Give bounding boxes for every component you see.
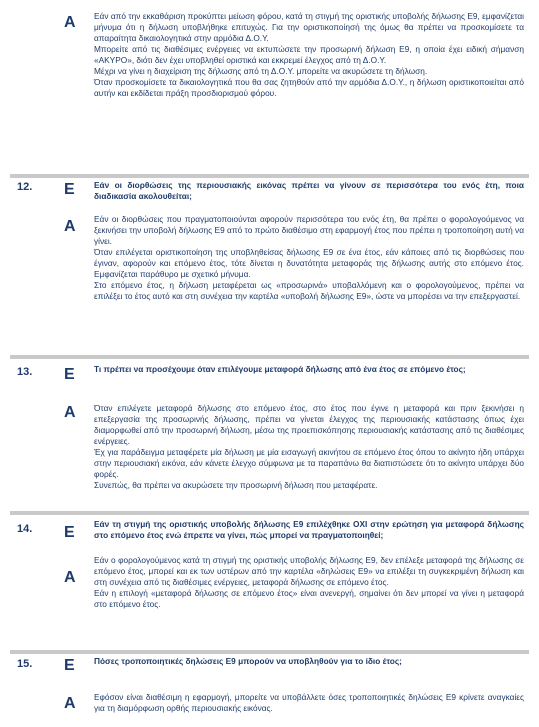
question-letter: Ε [64,181,75,198]
answer-letter: Α [64,695,76,712]
answer-paragraph: Έχ για παράδειγμα μεταφέρετε μία δήλωση με μία εισαγωγή ακινήτου σε επόμενο έτος όπου το ακίνητο ήδη υπάρχει στην περιουσιακή εικόνα, εάν κάνετε έλεγχο σύμφωνα με τα παραπάνω θα διαπιστώσετε ότι το ακίνητο υπάρχει δύο φορές. [94,447,524,479]
question-letter: Ε [64,657,75,674]
question-number: 13. [17,366,33,378]
answer-letter: Α [64,14,76,31]
section-divider [10,355,529,359]
question-text: Πόσες τροποποιητικές δηλώσεις Ε9 μπορούν να υποβληθούν για το ίδιο έτος; [94,656,402,666]
question-letter: Ε [64,366,75,383]
section-divider [10,511,529,515]
answer-text [94,403,524,491]
answer-letter: Α [64,569,76,586]
section-divider [10,650,529,654]
question-text: Εάν τη στιγμή της οριστικής υποβολής δήλωσης Ε9 επιλέχθηκε ΟΧΙ στην ερώτηση για μεταφορά δήλωσης στο επόμενο έτος ενώ έπρεπε να γίνει, πώς μπορεί να πραγματοποιηθεί; [94,519,524,540]
section-divider [10,174,529,178]
question-number: 15. [17,658,33,670]
answer-paragraph: Εάν ο φορολογούμενος κατά τη στιγμή της οριστικής υποβολής δήλωσης Ε9, δεν επέλεξε μεταφορά της δήλωσης σε επόμενο έτος, μπορεί και εκ των υστέρων από την καρτέλα «δηλώσεις Ε9» να επιλέξει τη συγκεκριμένη δήλωση και στη συνέχεια από τις διαθέσιμες ενέργειες, μεταφορά δήλωσης σε επόμενο έτος. [94,555,524,587]
answer-paragraph: Εφόσον είναι διαθέσιμη η εφαρμογή, μπορείτε να υποβάλλετε όσες τροποποιητικές δηλώσεις Ε9 κρίνετε αναγκαίες για τη διαμόρφωση ορθής περιουσιακής εικόνας. [94,692,524,713]
answer-paragraph: Μπορείτε από τις διαθέσιμες ενέργειες να εκτυπώσετε την προσωρινή δήλωση Ε9, η οποία έχει ειδική σήμανση «ΑΚΥΡΟ», διότι δεν έχει υποβληθεί οριστικά και εκκρεμεί έλεγχος από τη Δ.Ο.Υ. [94,44,524,65]
answer-paragraph: Εάν η επιλογή «μεταφορά δήλωσης σε επόμενο έτος» είναι ανενεργή, σημαίνει ότι δεν μπορεί να γίνει η μεταφορά στο επόμενο έτος. [94,588,524,609]
answer-paragraph: Συνεπώς, θα πρέπει να ακυρώσετε την προσωρινή δήλωση που μεταφέρατε. [94,480,378,490]
intro-answer-text [94,11,524,99]
question-text: Εάν οι διορθώσεις της περιουσιακής εικόνας πρέπει να γίνουν σε περισσότερα του ενός έτη, ποια διαδικασία ακολουθείται; [94,180,524,201]
answer-text [94,214,524,302]
answer-paragraph: Εάν από την εκκαθάριση προκύπτει μείωση φόρου, κατά τη στιγμή της οριστικής υποβολής δήλωσης Ε9, εμφανίζεται μήνυμα ότι η δήλωση υποβλήθηκε επιτυχώς. Για την οριστικοποίησή της όμως θα πρέπει να προσκομίσετε τα απαραίτητα δικαιολογητικά στην αρμόδια Δ.Ο.Υ. [94,11,524,43]
answer-paragraph: Όταν επιλέγετε μεταφορά δήλωσης στο επόμενο έτος, στο έτος που έγινε η μεταφορά και πριν ξεκινήσει η επεξεργασία της προσωρινής δήλωσης, πρέπει να γίνεται έλεγχος της περιουσιακής κατάστασης όπως έχει διαμορφωθεί από την προσωρινή δήλωση, μέσω της προεπισκόπησης περιουσιακής κατάστασης από τις διαθέσιμες ενέργειες. [94,403,524,446]
answer-text [94,692,524,714]
answer-letter: Α [64,404,76,421]
answer-paragraph: Μέχρι να γίνει η διαχείριση της δήλωσης από τη Δ.Ο.Υ. μπορείτε να ακυρώσετε τη δήλωση. [94,66,428,76]
answer-letter: Α [64,218,76,235]
answer-paragraph: Όταν επιλέγεται οριστικοποίηση της υποβληθείσας δήλωσης Ε9 σε ένα έτος, εάν κάποιες από τις διορθώσεις που έγιναν, αφορούν και επόμενο έτος, τότε δίνεται η δυνατότητα μεταφοράς της δήλωσης αυτής στο επόμενο έτος. Εμφανίζεται παράθυρο με σχετικό μήνυμα. [94,247,524,279]
question-letter: Ε [64,524,75,541]
answer-paragraph: Στο επόμενο έτος, η δήλωση μεταφέρεται ως «προσωρινά» υποβαλλόμενη και ο φορολογούμενος, πρέπει να επιλέξει το έτος αυτό και στη συνέχεια την καρτέλα «υποβολή δήλωσης Ε9», ώστε να μπορέσει να την επεξεργαστεί. [94,280,524,301]
question-text: Τι πρέπει να προσέχουμε όταν επιλέγουμε μεταφορά δήλωσης από ένα έτος σε επόμενο έτος; [94,364,466,374]
question-number: 14. [17,523,33,535]
answer-paragraph: Όταν προσκομίσετε τα δικαιολογητικά που θα σας ζητηθούν από την αρμόδια Δ.Ο.Υ., η δήλωση οριστικοποιείται από αυτήν και εκδίδεται πράξη προσδιορισμού φόρου. [94,77,524,98]
answer-text [94,555,524,610]
question-number: 12. [17,181,33,193]
answer-paragraph: Εάν οι διορθώσεις που πραγματοποιούνται αφορούν περισσότερα του ενός έτη, θα πρέπει ο φορολογούμενος να ξεκινήσει την υποβολή δήλωσης Ε9 από το πρώτο διαθέσιμο στη εφαρμογή έτος που πρέπει η τροποποίηση αυτή να γίνει. [94,214,524,246]
